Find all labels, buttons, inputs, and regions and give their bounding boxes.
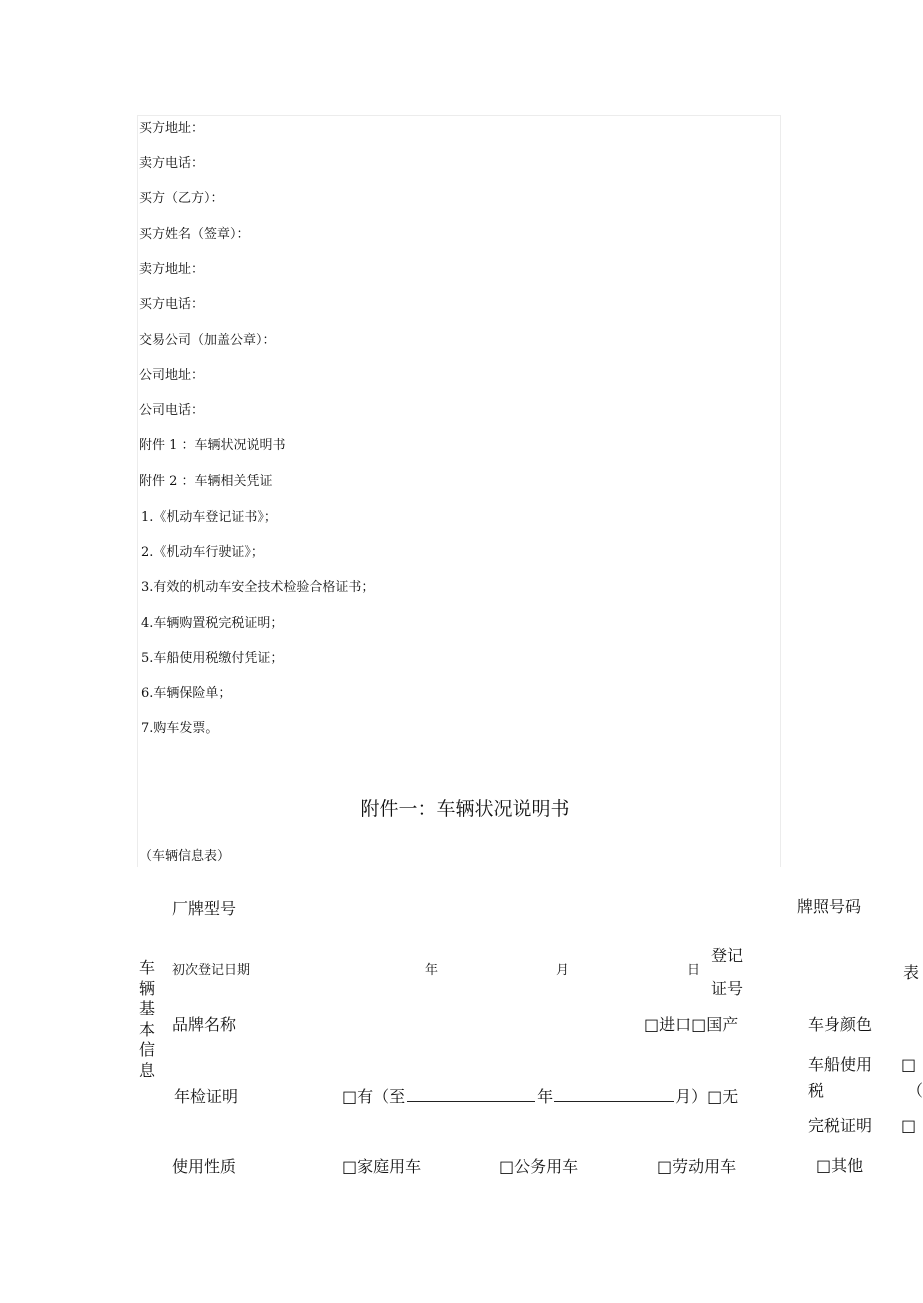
- registration-cert-label-line1: 登记: [711, 946, 744, 965]
- company-phone-line: 公司电话：: [139, 403, 205, 418]
- section-label-char: 辆: [139, 978, 156, 998]
- list-item: 4.车辆购置税完税证明；: [141, 616, 284, 631]
- list-item: 3.有效的机动车安全技术检验合格证书；: [141, 580, 375, 595]
- tax-paid-checkbox: □: [901, 1116, 917, 1135]
- registration-month-unit: 月: [556, 963, 570, 978]
- annex-title: 附件一：车辆状况说明书: [360, 798, 570, 820]
- inspection-year-unit: 年: [537, 1087, 554, 1106]
- annex-1-line: 附件 1 ：车辆状况说明书: [139, 438, 286, 453]
- usage-official-option: □公务用车: [499, 1157, 579, 1176]
- registration-day-unit: 日: [687, 963, 701, 978]
- seller-phone-line: 卖方电话：: [139, 156, 205, 171]
- buyer-name-signature-line: 买方姓名（签章）：: [139, 227, 250, 242]
- vessel-tax-label-line2: 税: [808, 1081, 825, 1100]
- buyer-address-line: 买方地址：: [139, 121, 205, 136]
- buyer-phone-line: 买方电话：: [139, 297, 205, 312]
- annual-inspection-value: [342, 1087, 738, 1107]
- seller-address-line: 卖方地址：: [139, 262, 205, 277]
- inspection-has-option: □有（至: [342, 1087, 406, 1106]
- body-color-label: 车身颜色: [808, 1015, 873, 1034]
- company-address-line: 公司地址：: [139, 368, 205, 383]
- first-registration-label: 初次登记日期: [172, 963, 251, 978]
- brand-name-label: 品牌名称: [172, 1015, 237, 1034]
- annual-inspection-label: 年检证明: [174, 1087, 239, 1106]
- inspection-year-blank: [407, 1087, 535, 1102]
- section-label-vehicle-basic-info: [139, 958, 157, 1081]
- section-label-char: 本: [139, 1019, 156, 1039]
- table-edge-text: 表: [903, 963, 920, 982]
- buyer-party-line: 买方（乙方）：: [139, 191, 224, 206]
- registration-cert-label-line2: 证号: [711, 979, 744, 998]
- section-label-char: 基: [139, 999, 156, 1018]
- list-item: 7.购车发票。: [141, 721, 219, 736]
- section-label-char: 车: [139, 958, 156, 977]
- trading-company-seal-line: 交易公司（加盖公章）：: [139, 333, 276, 348]
- origin-options: □进口□国产: [644, 1015, 739, 1034]
- vessel-tax-label-line1: 车船使用: [808, 1055, 873, 1074]
- tax-paid-cert-label: 完税证明: [808, 1116, 873, 1135]
- list-item: 5.车船使用税缴付凭证；: [141, 651, 284, 666]
- annex-2-line: 附件 2 ：车辆相关凭证: [139, 474, 273, 489]
- section-label-char: 息: [139, 1060, 156, 1080]
- vessel-tax-checkbox: □: [901, 1055, 917, 1074]
- list-item: 1.《机动车登记证书》；: [141, 510, 277, 525]
- inspection-none-option: 月）□无: [675, 1087, 739, 1106]
- plate-number-label: 牌照号码: [797, 897, 862, 916]
- inspection-month-blank: [554, 1087, 674, 1102]
- list-item: 2.《机动车行驶证》；: [141, 545, 264, 560]
- list-item: 6.车辆保险单；: [141, 686, 232, 701]
- usage-other-option: □其他: [816, 1156, 864, 1175]
- registration-year-unit: 年: [425, 963, 439, 978]
- table-caption: （车辆信息表）: [139, 849, 231, 864]
- usage-labor-option: □劳动用车: [657, 1157, 737, 1176]
- table-edge-text: （: [907, 1081, 923, 1100]
- usage-family-option: □家庭用车: [342, 1157, 422, 1176]
- model-label: 厂牌型号: [172, 899, 237, 918]
- section-label-char: 信: [139, 1040, 156, 1059]
- usage-type-label: 使用性质: [172, 1157, 237, 1176]
